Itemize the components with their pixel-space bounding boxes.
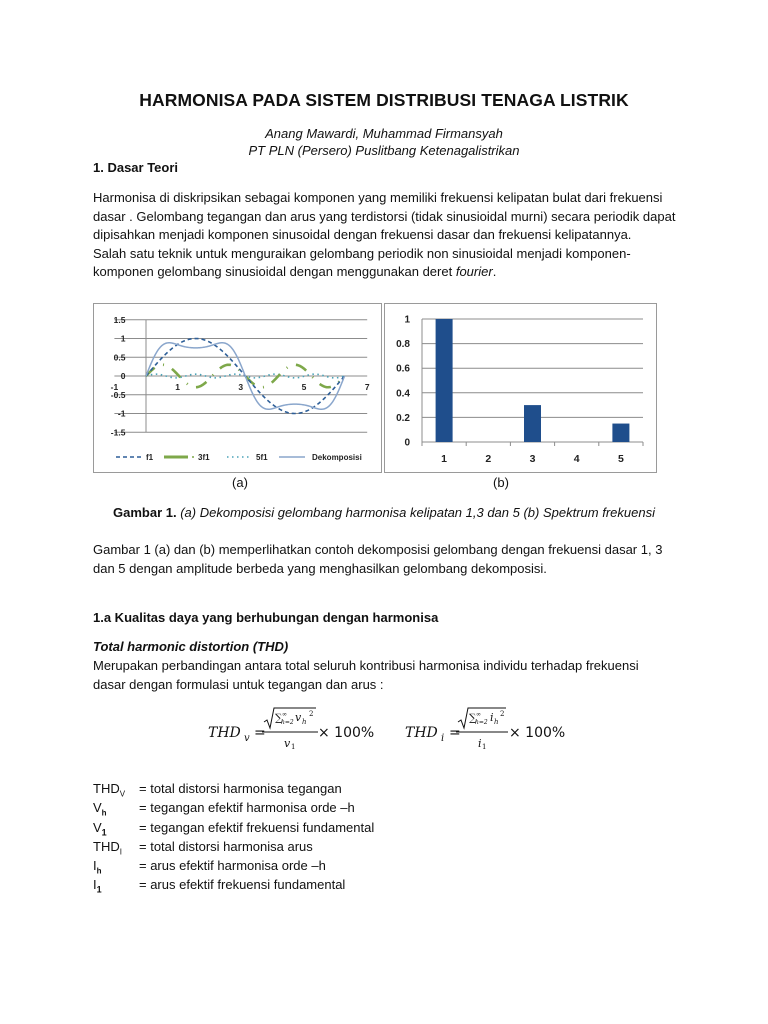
thd-formulas bbox=[200, 702, 580, 758]
definition-symbol bbox=[93, 820, 139, 838]
x-tick-label: -1 bbox=[110, 382, 119, 392]
caption-text: (a) Dekomposisi gelombang harmonisa kelipatan 1,3 dan 5 (b) Spektrum frekuensi bbox=[176, 505, 655, 520]
y-tick-label: 1.5 bbox=[113, 314, 126, 325]
definition-symbol bbox=[93, 781, 139, 799]
svg-text:i: i bbox=[490, 711, 494, 724]
definition-symbol bbox=[93, 839, 139, 857]
symbol-text: V bbox=[93, 820, 102, 835]
section-heading-dasar-teori: 1. Dasar Teori bbox=[93, 160, 179, 175]
y-tick-label: 0 bbox=[120, 371, 126, 381]
symbol-subscript: V bbox=[119, 789, 126, 799]
symbol-subscript: 1 bbox=[101, 827, 107, 838]
y-tick-label: 0.2 bbox=[396, 412, 410, 424]
svg-text:v: v bbox=[284, 737, 291, 750]
figure-caption bbox=[0, 505, 768, 520]
y-tick-label: 1 bbox=[404, 314, 410, 326]
definition-text: = total distorsi harmonisa tegangan bbox=[139, 781, 342, 796]
symbol-text: V bbox=[93, 800, 102, 815]
text-line: Gambar 1 (a) dan (b) memperlihatkan contoh dekomposisi gelombang dengan frekuensi dasar 1, 3 bbox=[93, 542, 663, 557]
affiliation: PT PLN (Persero) Puslitbang Ketenagalistrikan bbox=[248, 143, 520, 158]
symbol-text: I bbox=[93, 858, 97, 873]
y-tick-label: 0.8 bbox=[396, 339, 410, 351]
figure-label-b: (b) bbox=[493, 475, 509, 490]
definition-thd-i bbox=[93, 839, 313, 857]
text-line-fourier bbox=[93, 263, 675, 282]
x-tick-label: 2 bbox=[485, 453, 492, 465]
text-segment: . bbox=[492, 264, 497, 279]
svg-text:h: h bbox=[494, 718, 499, 726]
definition-text: = tegangan efektif harmonisa orde –h bbox=[139, 800, 355, 815]
definition-v-1 bbox=[93, 820, 374, 838]
svg-text:∑: ∑ bbox=[469, 713, 477, 724]
text-line: Merupakan perbandingan antara total seluruh kontribusi harmonisa individu terhadap frekuensi bbox=[93, 658, 639, 673]
y-tick-label: -1.5 bbox=[110, 427, 126, 438]
y-tick-label: 0 bbox=[404, 437, 410, 449]
svg-text:2: 2 bbox=[500, 710, 505, 718]
svg-text:h=2: h=2 bbox=[475, 719, 488, 726]
y-tick-label: 1 bbox=[120, 333, 126, 344]
x-tick-label: 1 bbox=[175, 382, 180, 392]
y-tick-label: 0.4 bbox=[396, 388, 410, 400]
bar-1 bbox=[436, 319, 453, 442]
legend-dot bbox=[192, 456, 194, 458]
symbol-subscript: 1 bbox=[96, 884, 102, 895]
authors: Anang Mawardi, Muhammad Firmansyah bbox=[265, 126, 503, 141]
y-tick-label: 0.6 bbox=[396, 363, 410, 375]
formula-thd-i bbox=[405, 708, 565, 751]
caption-label: Gambar 1. bbox=[113, 505, 177, 520]
symbol-text: THD bbox=[93, 839, 120, 854]
svg-text:=: = bbox=[449, 725, 461, 741]
subheading-thd: Total harmonic distortion (THD) bbox=[93, 639, 289, 654]
figure-label-a: (a) bbox=[232, 475, 248, 490]
svg-text:v: v bbox=[295, 711, 302, 724]
text-line: dasar . Gelombang tegangan dan arus yang terdistorsi (tidak sinusioidal murni) secara periodik dapat bbox=[93, 208, 676, 224]
chart-spectrum-frame bbox=[384, 303, 657, 473]
svg-text:h: h bbox=[302, 718, 307, 726]
y-tick-label: -1 bbox=[117, 408, 126, 419]
chart-decomposition-frame bbox=[93, 303, 382, 473]
legend-label: 3f1 bbox=[198, 453, 210, 462]
symbol-subscript: h bbox=[101, 808, 107, 818]
svg-text:v: v bbox=[244, 733, 250, 744]
text-line: Salah satu teknik untuk menguraikan gelombang periodik non sinusioidal menjadi komponen- bbox=[93, 245, 631, 261]
symbol-subscript: I bbox=[119, 847, 122, 857]
definition-i-1 bbox=[93, 877, 345, 895]
svg-text:1: 1 bbox=[291, 743, 296, 751]
symbol-text: I bbox=[93, 877, 97, 892]
definition-text: = arus efektif frekuensi fundamental bbox=[139, 877, 346, 892]
y-tick-label: -0.5 bbox=[110, 389, 126, 400]
bar-5 bbox=[612, 424, 629, 442]
term-fourier: fourier bbox=[455, 264, 493, 279]
chart-spectrum bbox=[385, 304, 658, 474]
symbol-text: THD bbox=[93, 781, 120, 796]
x-tick-label: 3 bbox=[238, 382, 244, 392]
x-tick-label: 1 bbox=[441, 453, 448, 465]
x-tick-label: 7 bbox=[364, 382, 370, 392]
x-tick-label: 5 bbox=[301, 382, 307, 392]
svg-text:i: i bbox=[478, 737, 482, 750]
document-title: HARMONISA PADA SISTEM DISTRIBUSI TENAGA LISTRIK bbox=[139, 90, 629, 110]
text-segment: komponen gelombang sinusioidal dengan menggunakan deret bbox=[93, 264, 456, 279]
svg-text:× 100%: × 100% bbox=[318, 725, 375, 741]
legend-label: 5f1 bbox=[256, 453, 268, 462]
symbol-subscript: h bbox=[96, 866, 102, 876]
svg-text:h=2: h=2 bbox=[281, 719, 294, 726]
svg-text:∞: ∞ bbox=[282, 711, 287, 718]
section-heading-kualitas-daya: 1.a Kualitas daya yang berhubungan dengan harmonisa bbox=[93, 610, 439, 625]
svg-text:=: = bbox=[254, 725, 266, 741]
definition-i-h bbox=[93, 858, 326, 876]
definition-text: = arus efektif harmonisa orde –h bbox=[139, 858, 326, 873]
svg-text:THD: THD bbox=[405, 725, 438, 741]
formula-thd-v bbox=[208, 708, 374, 751]
svg-text:∑: ∑ bbox=[275, 713, 283, 724]
paragraph-thd bbox=[93, 657, 675, 694]
text-line: dan 5 dengan amplitude berbeda yang menghasilkan gelombang dekomposisi. bbox=[93, 560, 547, 576]
definition-symbol bbox=[93, 800, 139, 818]
definition-v-h bbox=[93, 800, 355, 818]
definition-text: = tegangan efektif frekuensi fundamental bbox=[139, 820, 375, 835]
definition-text: = total distorsi harmonisa arus bbox=[139, 839, 313, 854]
svg-text:2: 2 bbox=[309, 710, 314, 718]
paragraph-figure-explanation bbox=[93, 541, 675, 578]
svg-text:1: 1 bbox=[482, 743, 487, 751]
svg-text:× 100%: × 100% bbox=[509, 725, 566, 741]
x-tick-label: 5 bbox=[617, 453, 624, 465]
definition-symbol bbox=[93, 877, 139, 895]
bar-3 bbox=[524, 405, 541, 442]
legend-label: f1 bbox=[146, 453, 154, 462]
x-tick-label: 3 bbox=[529, 453, 536, 465]
text-line: dasar dengan formulasi untuk tegangan dan arus : bbox=[93, 676, 384, 692]
text-line: dipisahkan menjadi komponen sinusoidal dengan frekuensi dasar dan frekuensi kelipatannya. bbox=[93, 227, 632, 242]
definition-symbol bbox=[93, 858, 139, 876]
paragraph-intro bbox=[93, 189, 675, 282]
chart-decomposition bbox=[94, 304, 383, 474]
text-line: Harmonisa di diskripsikan sebagai komponen yang memiliki frekuensi kelipatan bulat dari frekuensi bbox=[93, 190, 663, 205]
svg-text:THD: THD bbox=[208, 725, 241, 741]
y-tick-label: 0.5 bbox=[113, 352, 126, 363]
legend-label: Dekomposisi bbox=[312, 453, 362, 462]
svg-text:i: i bbox=[441, 733, 445, 744]
definition-thd-v bbox=[93, 781, 342, 799]
svg-text:∞: ∞ bbox=[476, 711, 481, 718]
x-tick-label: 4 bbox=[573, 453, 580, 465]
